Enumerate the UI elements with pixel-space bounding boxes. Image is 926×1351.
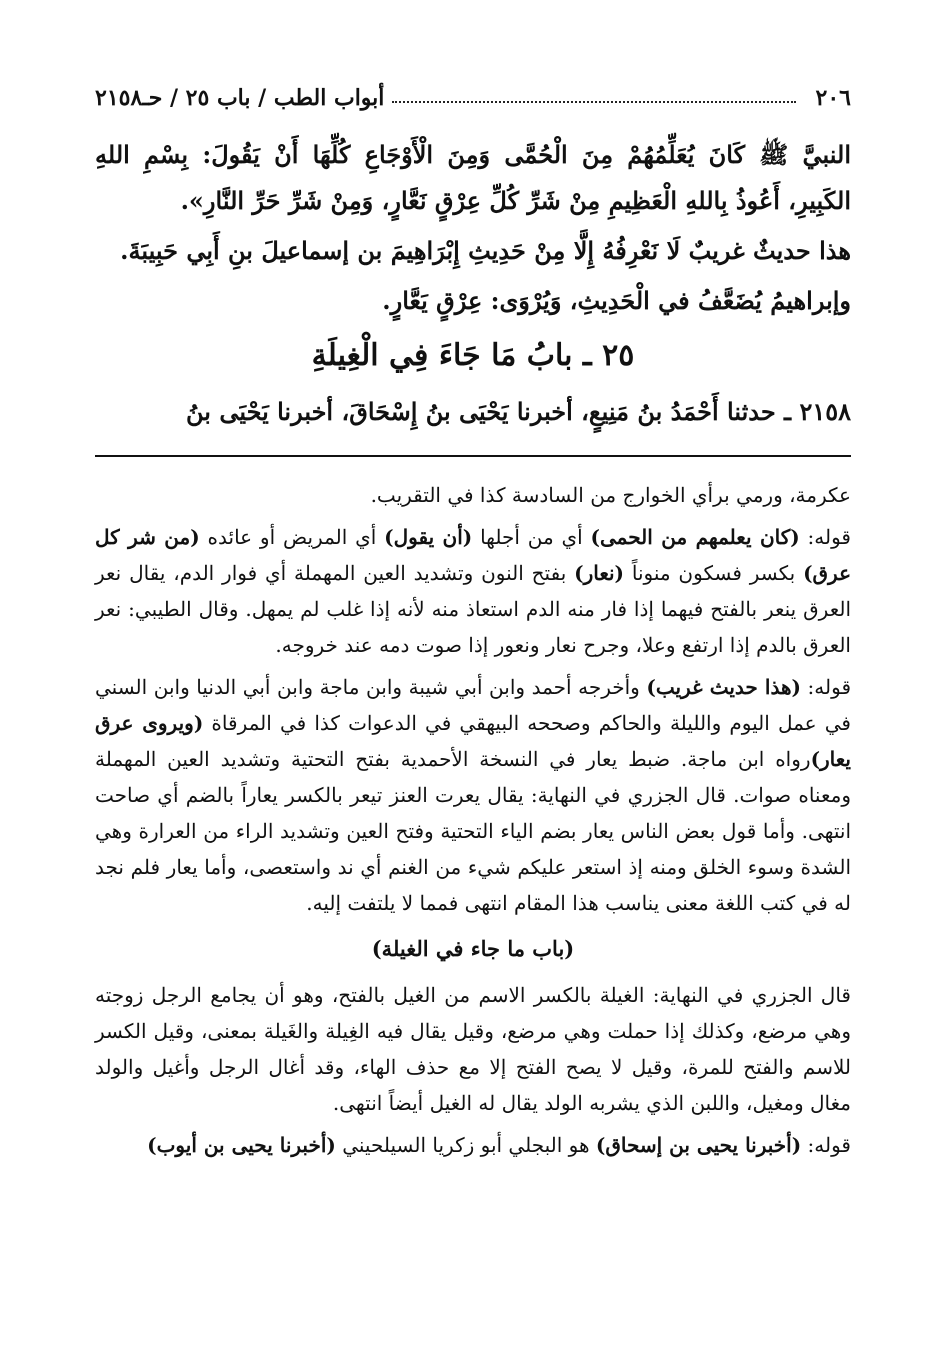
- matn-paragraph-2: هذا حديثٌ غريبٌ لَا نَعْرِفُهُ إِلَّا مِنْ حَدِيثِ إِبْرَاهِيمَ بن إسماعيلَ بنِ أَبِي حَبِيبَةَ.: [120, 236, 851, 265]
- commentary-paragraph-5: [95, 1127, 851, 1163]
- text: قوله:: [801, 675, 851, 699]
- commentary: [95, 477, 851, 1163]
- commentary-divider: [95, 455, 851, 457]
- commentary-paragraph-4: قال الجزري في النهاية: الغيلة بالكسر الاسم من الغيل بالفتح، وهو أن يجامع الرجل زوجته وهي مرضع، وكذلك إذا حملت وهي مرضع، وقيل يقال فيه الغِيلة والغَيلة بمعنى، وقيل الكسر للاسم والفتح للمرة، وقيل لا يصح الفتح إلا مع حذف الهاء، وقد أغال الرجل وأغيل والولد مغال ومغيل، واللبن الذي يشربه الولد يقال له الغيل أيضاً انتهى.: [95, 983, 851, 1115]
- text: هو البجلي أبو زكريا السيلحيني: [335, 1133, 596, 1157]
- text: قوله:: [801, 1133, 851, 1157]
- chapter-title: ٢٥ ـ بابُ مَا جَاءَ فِي الْغِيلَةِ: [311, 338, 635, 373]
- quoted-phrase: (من شر كل عرق): [95, 525, 852, 585]
- book-page: [95, 78, 851, 1163]
- quoted-phrase: (أخبرنا يحيى بن أيوب): [147, 1133, 336, 1157]
- matn-paragraph-1: النبيَّ ﷺ كَانَ يُعَلِّمُهُمْ مِنَ الْحُمَّى وَمِنَ الْأَوْجَاعِ كُلِّهَا أَنْ يَقُولَ: بِسْمِ اللهِ الكَبِيرِ، أَعُوذُ بِاللهِ الْعَظِيمِ مِنْ شَرِّ كُلِّ عِرْقٍ نَعَّارٍ، وَمِنْ شَرِّ حَرِّ النَّارِ».: [95, 140, 851, 215]
- running-title: أبواب الطب / باب ٢٥ / حـ٢١٥٨: [95, 85, 385, 111]
- quoted-phrase: (أن يقول): [384, 525, 473, 549]
- page-number: ٢٠٦: [815, 85, 851, 111]
- quoted-phrase: (أخبرنا يحيى بن إسحاق): [595, 1133, 802, 1157]
- quoted-phrase: (ويروى عرق يعار): [95, 711, 851, 771]
- text: أي المريض أو عائده: [199, 525, 385, 549]
- header-dotted-leader: [392, 101, 795, 103]
- text: بكسر فسكون منوناً: [624, 561, 804, 585]
- matn-paragraph-3: وإبراهيمُ يُضَعَّفُ في الْحَدِيثِ، وَيُرْوَى: عِرْقٍ يَعَّارٍ.: [382, 286, 851, 315]
- commentary-paragraph-2: [95, 519, 851, 663]
- text: أي من أجلها: [472, 525, 591, 549]
- quoted-phrase: (كان يعلمهم من الحمى): [590, 525, 800, 549]
- hadith-text: [95, 132, 851, 324]
- commentary-paragraph-1: عكرمة، ورمي برأي الخوارج من السادسة كذا في التقريب.: [370, 483, 851, 507]
- text: وأخرجه أحمد وابن أبي شيبة وابن ماجة وابن أبي الدنيا وابن السني في عمل اليوم والليلة والحاكم وصححه البيهقي في الدعوات كذا في المرقاة: [95, 675, 851, 735]
- text: بفتح النون وتشديد العين المهملة أي فوار الدم، يقال نعر العرق ينعر بالفتح فيهما إذا فار منه الدم استعاذ منه لأنه إذا غلب لم يمهل. وقال الطيبي: نعر العرق بالدم إذا ارتفع وعلا، وجرح نعار ونعور إذا صوت دمه عند خروجه.: [95, 561, 851, 657]
- quoted-phrase: (هذا حديث غريب): [646, 675, 801, 699]
- commentary-sub-heading: (باب ما جاء في الغيلة): [371, 936, 575, 961]
- text: قوله:: [799, 525, 851, 549]
- text: رواه ابن ماجة. ضبط يعار في النسخة الأحمدية بفتح التحتية وتشديد العين المهملة ومعناه صوات. قال الجزري في النهاية: يقال يعرت العنز تيعر بالكسر يعاراً بالضم أي صاحت انتهى. وأما قول بعض الناس يعار بضم الياء التحتية وفتح العين وتشديد الراء من العرارة وهي الشدة وسوء الخلق ومنه إذ استعر عليكم شيء من الغنم أي ند واستعصى، وأما يعار فلم نجد له في كتب اللغة معنى يناسب هذا المقام انتهى فمما لا يلتفت إليه.: [95, 747, 851, 915]
- page-header: [95, 78, 851, 118]
- quoted-phrase: (نعار): [574, 561, 625, 585]
- commentary-paragraph-3: [95, 669, 851, 921]
- hadith-2158-start: ٢١٥٨ ـ حدثنا أَحْمَدُ بنُ مَنِيعٍ، أخبرنا يَحْيَى بنُ إِسْحَاقَ، أخبرنا يَحْيَى بنُ: [186, 397, 851, 426]
